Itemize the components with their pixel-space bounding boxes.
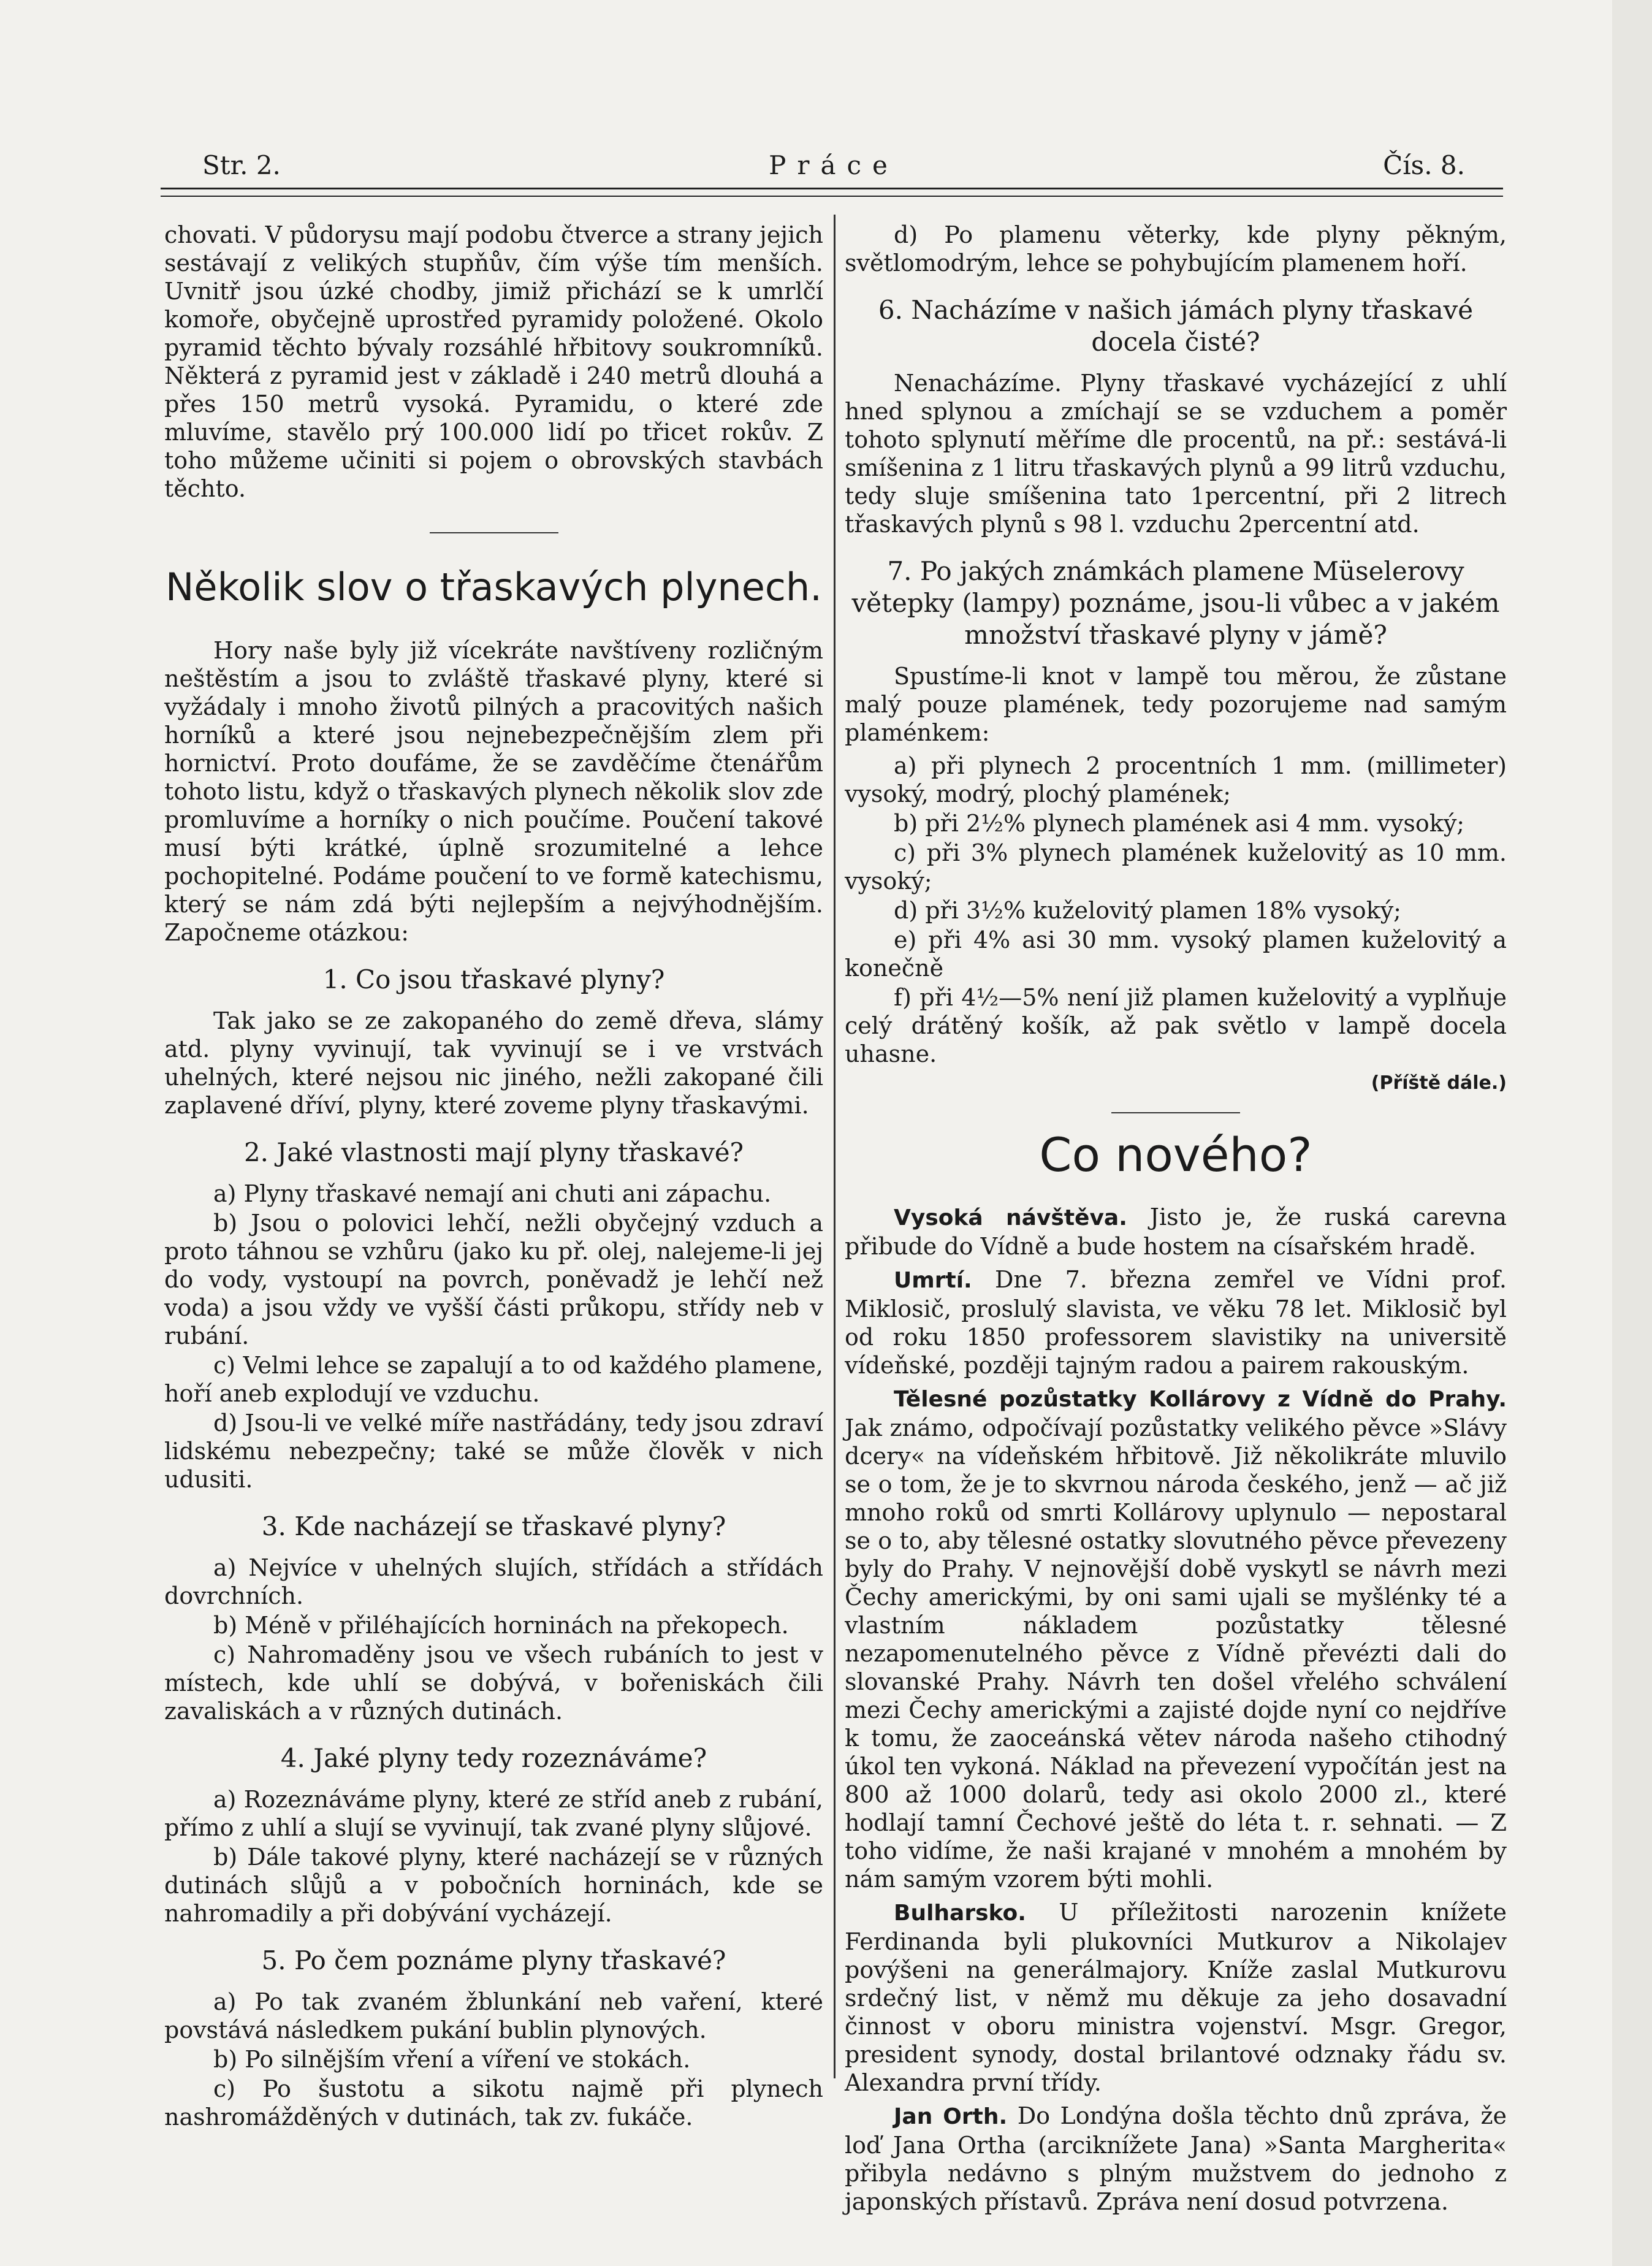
answer-7d: d) při 3½% kuželovitý plamen 18% vysoký; (894, 897, 1401, 924)
answer-7c: c) při 3% plynech plamének kuželovitý as 10 mm. vysoký; (845, 839, 1507, 895)
answer-7a: a) při plynech 2 procentních 1 mm. (millimeter) vysoký, modrý, plochý plamének; (845, 752, 1507, 807)
news-headline: Tělesné pozůstatky Kollárovy z Vídně do Prahy. (894, 1387, 1507, 1412)
answer-5a: a) Po tak zvaném žblunkání neb vaření, které povstává následkem pukání bublin plynových. (164, 1988, 823, 2043)
answer-3a: a) Nejvíce v uhelných slujích, střídách a střídách dovrchních. (164, 1554, 823, 1609)
answer-7f: f) při 4½—5% není již plamen kuželovitý a vyplňuje celý drátěný košík, až pak světlo v lampě docela uhasne. (845, 984, 1507, 1067)
news-text: Do Londýna došla těchto dnů zpráva, že loď Jana Ortha (arciknížete Jana) »Santa Margherita« přibyla nedávno s plným mužstvem do jednoho z japonských přístavů. Zpráva není dosud potvrzena. (845, 2102, 1507, 2215)
news-section-title: Co nového? (1039, 1127, 1312, 1182)
question-1: 1. Co jsou třaskavé plyny? (322, 964, 665, 994)
question-3: 3. Kde nacházejí se třaskavé plyny? (261, 1511, 726, 1541)
news-text: Dne 7. března zemřel ve Vídni prof. Miklosič, proslulý slavista, ve věku 78 let. Miklosič byl od roku 1850 professorem slavistiky na universitě vídeňské, později tajným radou a pairem rakouským. (845, 1266, 1507, 1379)
news-item (845, 1898, 1507, 2097)
answer-6: Nenacházíme. Plyny třaskavé vycházející z uhlí hned splynou a zmíchají se se vzduchem a poměr tohoto splynutí měříme dle procentů, na př.: sestává-li smíšenina z 1 litru třaskavých plynů a 99 litrů vzduchu, tedy sluje smíšenina tato 1percentní, při 2 litrech třaskavých plynů s 98 l. vzduchu 2percentní atd. (845, 370, 1507, 538)
news-text: Jak známo, odpočívají pozůstatky velikého pěvce »Slávy dcery« na vídeňském hřbitově. Již několikráte mluvilo se o tom, že je to skvrnou národa českého, jenž — ač již mnoho roků od smrti Kollárovy uplynulo — nepostaral se o to, aby tělesné ostatky slovutného pěvce převezeny byly do Prahy. V nejnovější době vyskytl se návrh mezi Čechy americkými, by oni sami ujali se myšlénky té a vlastním nákladem pozůstatky tělesné nezapomenutelného pěvce z Vídně převézti dali do slovanské Prahy. Návrh ten došel vřelého schválení mezi Čechy americkými a zajisté dojde nyní co nejdříve k tomu, že zaoceánská větev národa našeho ctihodný úkol ten vykoná. Náklad na převezení vypočítán jest na 800 až 1000 dolarů, tedy asi okolo 2000 zl., které hodlají tamní Čechové ještě do léta t. r. sehnati. — Z toho vidíme, že naši krajané v mnohém a mnohém by nám samým vzorem býti mohli. (845, 1414, 1507, 1893)
question-2: 2. Jaké vlastnosti mají plyny třaskavé? (243, 1137, 744, 1167)
answer-7e: e) při 4% asi 30 mm. vysoký plamen kuželovitý a konečně (845, 926, 1507, 982)
news-headline: Umrtí. (894, 1268, 972, 1293)
right-column (845, 221, 1507, 2221)
news-headline: Bulharsko. (894, 1901, 1026, 1926)
answer-7-intro: Spustíme-li knot v lampě tou měrou, že zůstane malý pouze plamének, tedy pozorujeme nad samým plaménkem: (845, 663, 1507, 746)
question-7: 7. Po jakých známkách plamene Müselerovy větерky (lampy) poznáme, jsou-li vůbec a v jakém množství třaskavé plyny v jámě? (851, 556, 1500, 650)
news-headline: Jan Orth. (894, 2104, 1008, 2129)
answer-2d: d) Jsou-li ve velké míře nastřádány, tedy jsou zdraví lidskému nebezpečny; také se může člověk v nich udusiti. (164, 1410, 823, 1493)
page-number: Str. 2. (202, 150, 281, 180)
answer-4a: a) Rozeznáváme plyny, které ze stříd aneb z rubání, přímo z uhlí a slují se vyvinují, tak zvané plyny slůjové. (164, 1786, 823, 1841)
answer-7b: b) při 2½% plynech plamének asi 4 mm. vysoký; (894, 810, 1465, 837)
left-column (164, 221, 823, 2132)
question-6: 6. Nacházíme v našich jámách plyny třaskavé docela čisté? (878, 295, 1474, 357)
news-item (845, 1265, 1507, 1379)
column-divider (834, 215, 836, 2078)
issue-number: Čís. 8. (1383, 150, 1465, 180)
answer-4b: b) Dále takové plyny, které nacházejí se v různých dutinách slůjů a v pobočních horninách, kde se nahromadily a při dobývání vycházejí. (164, 1844, 823, 1927)
news-headline: Vysoká návštěva. (894, 1205, 1127, 1230)
answer-2a: a) Plyny třaskavé nemají ani chuti ani zápachu. (213, 1180, 772, 1207)
answer-5b: b) Po silnějším vření a víření ve stokách. (213, 2046, 691, 2073)
answer-2b: b) Jsou o polovici lehčí, nežli obyčejný vzduch a proto táhnou se vzhůru (jako ku př. olej, nalejeme-li jej do vody, vystoupí na povrch, poněvadž je lehčí než voda) a jsou vždy ve vyšší části průkopu, střídy neb v rubání. (164, 1210, 823, 1349)
news-text: Jisto je, že ruská carevna přibude do Vídně a bude hostem na císařském hradě. (845, 1204, 1507, 1260)
news-text: U příležitosti narozenin knížete Ferdinanda byli plukovníci Mutkurov a Nikolajev povýšeni na generálmajory. Kníže zaslal Mutkurovu srdečný list, v němž mu děkuje za jeho dosavadní činnost v oboru ministra vojenství. Msgr. Gregor, president synody, dostal brilantové odznaky řádu sv. Alexandra první třídy. (845, 1899, 1507, 2096)
continued-note: (Příště dále.) (1371, 1072, 1507, 1094)
answer-5c: c) Po šustotu a sikotu najmě při plynech nashromážděných v dutinách, tak zv. fukáče. (164, 2075, 823, 2131)
answer-3b: b) Méně v přiléhajících horninách na překopech. (213, 1612, 789, 1639)
page-header (202, 150, 1465, 187)
news-item (845, 1203, 1507, 1261)
answer-1: Tak jako se ze zakopaného do země dřeva, slámy atd. plyny vyvinují, tak vyvinují se i ve vrstvách uhelných, které nejsou nic jiného, nežli zakopané čili zaplavené dříví, plyny, které zoveme plyny třaskavými. (164, 1007, 823, 1119)
page-edge (1612, 0, 1652, 2266)
answer-2c: c) Velmi lehce se zapalují a to od každého plamene, hoří aneb explodují ve vzduchu. (164, 1352, 823, 1407)
news-item (845, 1384, 1507, 1893)
article-intro: Hory naše byly již vícekráte navštíveny rozličným neštěstím a jsou to zvláště třaskavé plyny, které si vyžádaly i mnoho životů pilných a pracovitých našich horníků a které jsou nejnebezpečnějším zlem při hornictví. Proto doufáme, že se zavděčíme čtenářům tohoto listu, když o třaskavých plynech několik slov zde promluvíme a horníky o nich poučíme. Poučení takové musí býti krátké, úplně srozumitelné a lehce pochopitelné. Podáme poučení to ve formě katechismu, který se nám zdá býti nejlepším a nejvýhodnějším. Započneme otázkou: (164, 637, 823, 946)
newspaper-title: Práce (769, 150, 899, 180)
article-title: Několik slov o třaskavých plynech. (166, 565, 822, 609)
separator (1111, 1112, 1240, 1113)
answer-3c: c) Nahromaděny jsou ve všech rubáních to jest v místech, kde uhlí se dobývá, v bořeniskách čili zavaliskách a v různých dutinách. (164, 1641, 823, 1725)
answer-5d: d) Po plamenu věterky, kde plyny pěkným, světlomodrým, lehce se pohybujícím plamenem hoří. (845, 221, 1507, 277)
question-4: 4. Jaké plyny tedy rozeznáváme? (280, 1743, 707, 1773)
intro-paragraph: chovati. V půdorysu mají podobu čtverce a strany jejich sestávají z velikých stupňův, čím výše tím menších. Uvnitř jsou úzké chodby, jimiž přichází se k umrlčí komoře, obyčejně uprostřed pyramidy položené. Okolo pyramid těchto bývaly rozsáhlé hřbitovy soukromníků. Některá z pyramid jest v základě i 240 metrů dlouhá a přes 150 metrů vysoká. Pyramidu, o které zde mluvíme, stavělo prý 100.000 lidí po třicet rokův. Z toho můžeme učiniti si pojem o obrovských stavbách těchto. (164, 221, 823, 502)
header-rule (161, 188, 1503, 197)
separator (430, 532, 558, 533)
news-item (845, 2102, 1507, 2216)
question-5: 5. Po čem poznáme plyny třaskavé? (261, 1945, 726, 1975)
